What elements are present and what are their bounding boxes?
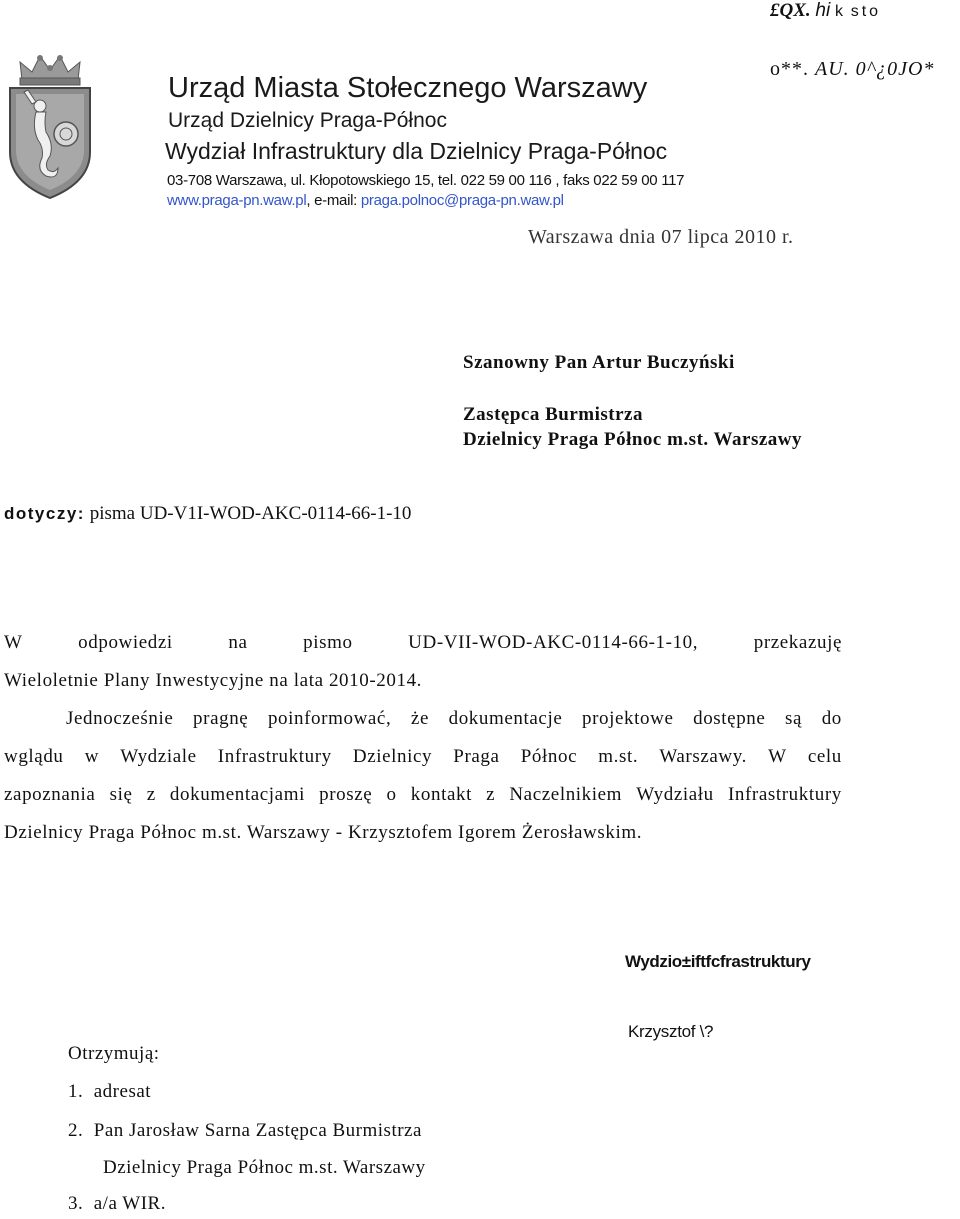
stamp-top-part: k [834, 3, 846, 20]
word: W [4, 632, 23, 653]
district-office-name: Urząd Dzielnicy Praga-Północ [168, 109, 447, 132]
word: proszę [319, 784, 373, 805]
stamp-right-part: AU. [815, 58, 850, 80]
word: projektowe [582, 708, 674, 729]
word: o [386, 784, 397, 805]
receiver-item: 3. a/a WIR. [68, 1193, 166, 1214]
department-name: Wydział Infrastruktury dla Dzielnicy Praga-Północ [165, 138, 668, 164]
word: m.st. [598, 746, 639, 767]
justified-line [4, 700, 842, 738]
address-line: 03-708 Warszawa, ul. Kłopotowskiego 15, tel. 022 59 00 116 , faks 022 59 00 117 [167, 172, 685, 189]
body-paragraph [4, 700, 842, 852]
word: celu [807, 746, 842, 767]
word: pragnę [193, 708, 249, 729]
word: odpowiedzi [78, 632, 173, 653]
stamp-right-text [770, 58, 934, 81]
word: na [228, 632, 248, 653]
word: z [146, 784, 156, 805]
stamp-top-text [770, 0, 881, 22]
word: poinformować, [267, 708, 392, 729]
website-link[interactable]: www.praga-pn.waw.pl [167, 192, 307, 209]
signature-department: Wydzio±iftfcfrastruktury [625, 952, 811, 971]
word: dokumentacje [448, 708, 563, 729]
word: do [821, 708, 842, 729]
word: dokumentacjami [169, 784, 305, 805]
word: są [785, 708, 803, 729]
web-contact-line [167, 192, 564, 209]
word: pismo [303, 632, 353, 653]
word: Wydziału [636, 784, 714, 805]
email-label: , e-mail: [306, 192, 361, 209]
word: wglądu [4, 746, 64, 767]
word: w [84, 746, 100, 767]
word: UD-VII-WOD-AKC-0114-66-1-10, [408, 632, 699, 653]
stamp-top-part: sto [850, 3, 882, 20]
word: zapoznania [4, 784, 96, 805]
date-line: Warszawa dnia 07 lipca 2010 r. [528, 226, 794, 248]
recipient-name: Szanowny Pan Artur Buczyński [463, 352, 735, 373]
coat-of-arms-icon [2, 52, 98, 202]
word: Infrastruktury [727, 784, 842, 805]
email-link[interactable]: praga.polnoc@praga-pn.waw.pl [360, 192, 564, 209]
justified-line [4, 738, 842, 776]
text-line: Dzielnicy Praga Północ m.st. Warszawy - Krzysztofem Igorem Żerosławskim. [4, 822, 643, 843]
word: Wydziale [120, 746, 197, 767]
word: Warszawy. [659, 746, 747, 767]
word: kontakt [410, 784, 472, 805]
word: że [410, 708, 429, 729]
word: Naczelnikiem [509, 784, 623, 805]
word: przekazuję [753, 632, 842, 653]
text-line: Wieloletnie Plany Inwestycyjne na lata 2010-2014. [4, 670, 423, 691]
word: Północ [520, 746, 578, 767]
receiver-item: 1. adresat [68, 1081, 152, 1102]
word: Dzielnicy [352, 746, 433, 767]
stamp-right-part: o**. [770, 58, 809, 80]
recipient-title: Dzielnicy Praga Północ m.st. Warszawy [463, 429, 802, 450]
word: W [768, 746, 787, 767]
word: Infrastruktury [217, 746, 332, 767]
stamp-top-part: hi [815, 0, 831, 21]
word: się [109, 784, 133, 805]
receiver-item-continuation: Dzielnicy Praga Północ m.st. Warszawy [103, 1157, 426, 1178]
subject-label: dotyczy: [4, 504, 85, 523]
office-name: Urząd Miasta Stołecznego Warszawy [168, 72, 648, 104]
signature-name: Krzysztof \? [628, 1022, 714, 1041]
receiver-item: 2. Pan Jarosław Sarna Zastępca Burmistrza [68, 1120, 422, 1141]
receivers-label: Otrzymują: [68, 1043, 160, 1064]
word: Praga [453, 746, 500, 767]
word: Jednocześnie [66, 708, 174, 729]
stamp-right-part: 0^¿0JO* [855, 58, 935, 80]
stamp-top-part: £QX. [770, 0, 811, 21]
justified-line [4, 624, 842, 662]
body-paragraph [4, 624, 842, 700]
word: dostępne [693, 708, 766, 729]
recipient-title: Zastępca Burmistrza [463, 404, 643, 425]
subject-text: pisma UD-V1I-WOD-AKC-0114-66-1-10 [84, 503, 412, 524]
word: z [486, 784, 496, 805]
subject-line [4, 503, 411, 525]
justified-line [4, 776, 842, 814]
